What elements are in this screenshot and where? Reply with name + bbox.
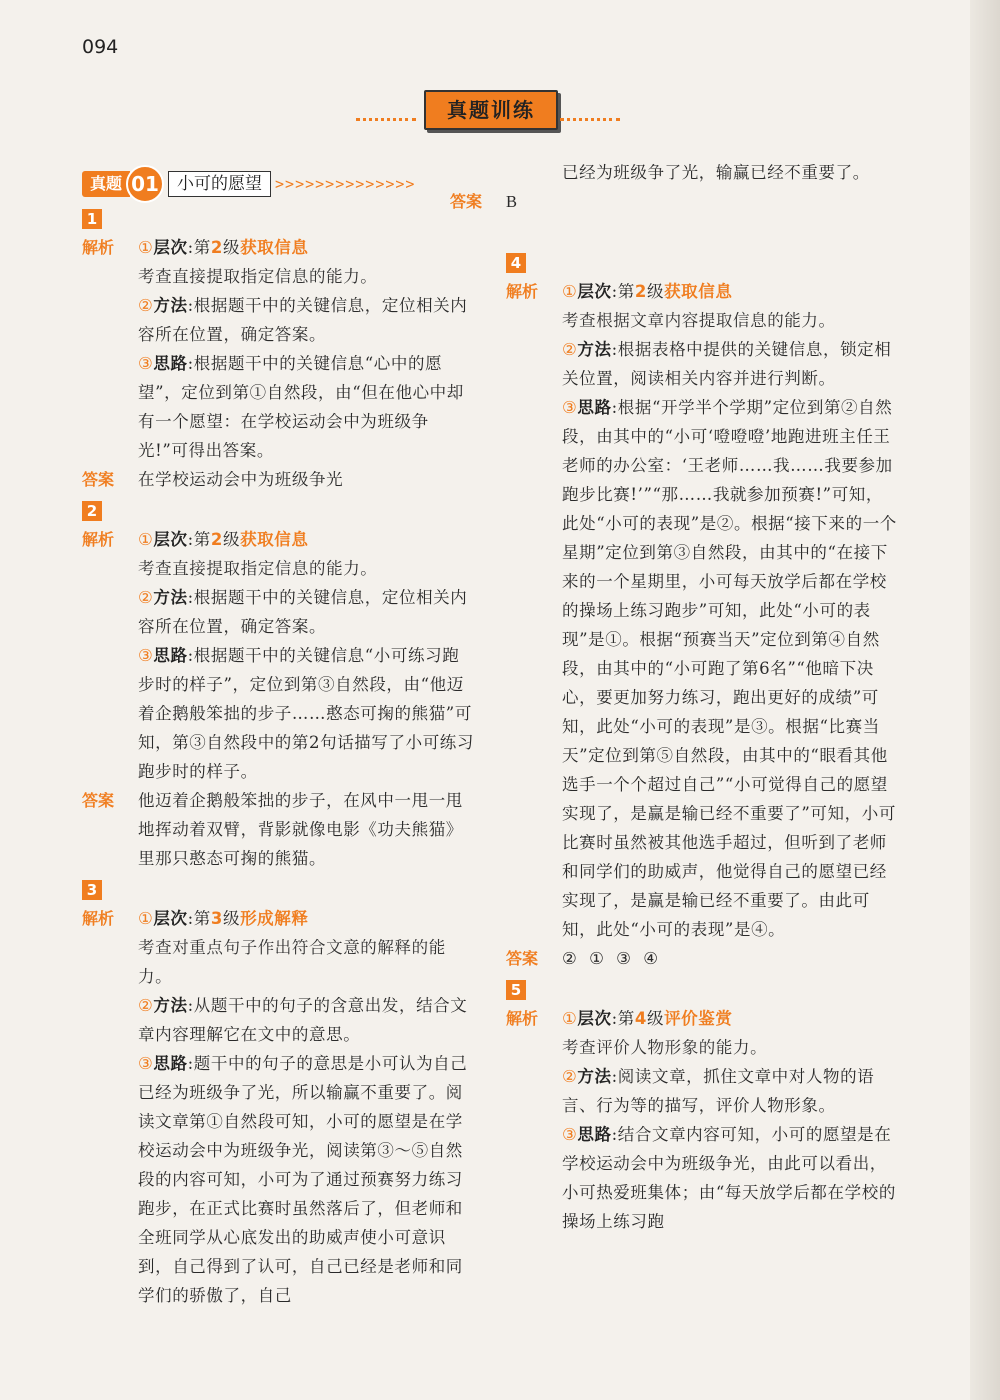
analysis-label: 解析 bbox=[506, 282, 539, 301]
zhenti-arrows: >>>>>>>>>>>>>> bbox=[275, 175, 416, 193]
step-keyword: 层次 bbox=[577, 1009, 612, 1028]
step-marker: ② bbox=[138, 296, 154, 315]
step-marker: ② bbox=[138, 996, 154, 1015]
approach-text: :根据题干中的关键信息“心中的愿望”，定位到第①自然段，由“但在他心中却有一个愿望：在学校运动会中为班级争光!”可得出答案。 bbox=[138, 354, 464, 460]
page-number: 094 bbox=[82, 36, 119, 58]
section-header bbox=[0, 88, 1000, 128]
analysis-block bbox=[506, 1004, 898, 1236]
step-keyword: 层次 bbox=[577, 282, 612, 301]
answer-text: 在学校运动会中为班级争光 bbox=[138, 470, 344, 489]
step-marker: ③ bbox=[138, 354, 154, 373]
answer-block bbox=[82, 465, 474, 494]
analysis-label: 解析 bbox=[82, 530, 115, 549]
level-type: 形成解释 bbox=[240, 909, 309, 928]
right-column-main bbox=[506, 246, 898, 1236]
section-title: 真题训练 bbox=[424, 90, 558, 130]
question-number: 1 bbox=[82, 209, 102, 229]
answer-block bbox=[450, 187, 898, 216]
level-type: 评价鉴赏 bbox=[664, 1009, 733, 1028]
step-keyword: 思路 bbox=[153, 646, 188, 665]
step-keyword: 方法 bbox=[153, 296, 188, 315]
level-type: 获取信息 bbox=[240, 238, 309, 257]
zhenti-number: 01 bbox=[126, 165, 164, 203]
approach-text: :根据“开学半个学期”定位到第②自然段，由其中的“小可‘噔噔噔’地跑进班主任王老师的办公室：‘王老师……我……我要参加跑步比赛!’”“那……我就参加预赛!”可知，此处“小可的表现”是②。根据“接下来的一个星期”定位到第③自然段，由其中的“在接下来的一个星期里，小可每天放学后都在学校的操场上练习跑步”可知，此处“小可的表现”是①。根据“预赛当天”定位到第④自然段，由其中的“小可跑了第6名”“他暗下决心，要更加努力练习，跑出更好的成绩”可知，此处“小可的表现”是③。根据“比赛当天”定位到第⑤自然段，由其中的“眼看其他选手一个个超过自己”“小可觉得自己的愿望实现了，是赢是输已经不重要了”可知，小可比赛时虽然被其他选手超过，但听到了老师和同学们的助威声，他觉得自己的愿望已经实现了，是赢是输已经不重要了。由此可知，此处“小可的表现”是④。 bbox=[562, 398, 897, 939]
step-marker: ③ bbox=[562, 1125, 578, 1144]
level-number: 3 bbox=[210, 909, 223, 928]
question-number: 2 bbox=[82, 501, 102, 521]
analysis-label: 解析 bbox=[506, 1009, 539, 1028]
method-text: :根据表格中提供的关键信息，锁定相关位置，阅读相关内容并进行判断。 bbox=[562, 340, 892, 388]
approach-text: :根据题干中的关键信息“小可练习跑步时的样子”，定位到第③自然段，由“他迈着企鹅般笨拙的步子……憨态可掬的熊猫”可知，第③自然段中的第2句话描写了小可练习跑步时的样子。 bbox=[138, 646, 474, 781]
analysis-label: 解析 bbox=[82, 909, 115, 928]
step-keyword: 方法 bbox=[577, 1067, 612, 1086]
level-suffix: 级 bbox=[646, 1009, 665, 1028]
step-marker: ① bbox=[138, 530, 154, 549]
answer-block bbox=[506, 944, 898, 973]
step-marker: ① bbox=[138, 909, 154, 928]
level-prefix: :第 bbox=[187, 238, 211, 257]
level-number: 4 bbox=[634, 1009, 647, 1028]
level-suffix: 级 bbox=[222, 238, 241, 257]
analysis-block bbox=[82, 233, 474, 465]
step-keyword: 思路 bbox=[577, 1125, 612, 1144]
answer-label: 答案 bbox=[82, 470, 115, 489]
step-marker: ① bbox=[138, 238, 154, 257]
approach-text: :题干中的句子的意思是小可认为自己已经为班级争了光，所以输赢不重要了。阅读文章第①自然段可知，小可的愿望是在学校运动会中为班级争光，阅读第③～⑤自然段的内容可知，小可为了通过预赛努力练习跑步，在正式比赛时虽然落后了，但老师和全班同学从心底发出的助威声使小可意识到，自己得到了认可，自己已经是老师和同学们的骄傲了，自己 bbox=[138, 1054, 468, 1305]
step-marker: ② bbox=[562, 1067, 578, 1086]
question-number: 4 bbox=[506, 253, 526, 273]
left-column bbox=[82, 160, 474, 1310]
analysis-block bbox=[82, 904, 474, 1310]
step-marker: ③ bbox=[562, 398, 578, 417]
step-keyword: 思路 bbox=[153, 354, 188, 373]
level-suffix: 级 bbox=[222, 530, 241, 549]
level-description: 考查直接提取指定信息的能力。 bbox=[138, 559, 378, 578]
level-description: 考查直接提取指定信息的能力。 bbox=[138, 267, 378, 286]
right-column bbox=[450, 158, 898, 216]
level-type: 获取信息 bbox=[240, 530, 309, 549]
question-number: 3 bbox=[82, 880, 102, 900]
page-edge bbox=[970, 0, 1000, 1400]
answer-text: 他迈着企鹅般笨拙的步子，在风中一甩一甩地挥动着双臂，背影就像电影《功夫熊猫》里那只憨态可掬的熊猫。 bbox=[138, 791, 463, 868]
level-description: 考查对重点句子作出符合文意的解释的能力。 bbox=[138, 938, 446, 986]
level-suffix: 级 bbox=[222, 909, 241, 928]
level-prefix: :第 bbox=[187, 530, 211, 549]
title-dots-right bbox=[560, 118, 620, 121]
step-keyword: 方法 bbox=[577, 340, 612, 359]
analysis-label: 解析 bbox=[82, 238, 115, 257]
step-keyword: 思路 bbox=[577, 398, 612, 417]
answer-label: 答案 bbox=[450, 192, 483, 211]
answer-label: 答案 bbox=[82, 791, 115, 810]
zhenti-header bbox=[82, 166, 474, 202]
step-marker: ③ bbox=[138, 646, 154, 665]
zhenti-title: 小可的愿望 bbox=[168, 171, 271, 197]
step-keyword: 方法 bbox=[153, 996, 188, 1015]
analysis-block bbox=[506, 277, 898, 944]
step-keyword: 层次 bbox=[153, 530, 188, 549]
level-description: 考查评价人物形象的能力。 bbox=[562, 1038, 768, 1057]
level-prefix: :第 bbox=[611, 282, 635, 301]
answer-label: 答案 bbox=[506, 949, 539, 968]
step-marker: ① bbox=[562, 1009, 578, 1028]
continued-text: 已经为班级争了光，输赢已经不重要了。 bbox=[562, 163, 870, 182]
method-text: :阅读文章，抓住文章中对人物的语言、行为等的描写，评价人物形象。 bbox=[562, 1067, 875, 1115]
answer-block bbox=[82, 786, 474, 873]
analysis-continuation bbox=[506, 158, 898, 187]
level-number: 2 bbox=[210, 530, 223, 549]
level-number: 2 bbox=[634, 282, 647, 301]
step-keyword: 层次 bbox=[153, 238, 188, 257]
level-type: 获取信息 bbox=[664, 282, 733, 301]
step-marker: ② bbox=[138, 588, 154, 607]
level-prefix: :第 bbox=[187, 909, 211, 928]
answer-text: B bbox=[506, 192, 518, 211]
step-marker: ① bbox=[562, 282, 578, 301]
level-description: 考查根据文章内容提取信息的能力。 bbox=[562, 311, 836, 330]
level-suffix: 级 bbox=[646, 282, 665, 301]
method-text: :根据题干中的关键信息，定位相关内容所在位置，确定答案。 bbox=[138, 296, 468, 344]
step-keyword: 方法 bbox=[153, 588, 188, 607]
title-dots-left bbox=[356, 118, 416, 121]
level-number: 2 bbox=[210, 238, 223, 257]
approach-text: :结合文章内容可知，小可的愿望是在学校运动会中为班级争光，由此可以看出，小可热爱班集体；由“每天放学后都在学校的操场上练习跑 bbox=[562, 1125, 896, 1231]
tag-spacer bbox=[506, 158, 562, 187]
step-marker: ② bbox=[562, 340, 578, 359]
zhenti-label: 真题 bbox=[82, 171, 130, 197]
level-prefix: :第 bbox=[611, 1009, 635, 1028]
answer-text: ② ① ③ ④ bbox=[562, 949, 659, 968]
step-marker: ③ bbox=[138, 1054, 154, 1073]
step-keyword: 思路 bbox=[153, 1054, 188, 1073]
analysis-block bbox=[82, 525, 474, 786]
method-text: :从题干中的句子的含意出发，结合文章内容理解它在文中的意思。 bbox=[138, 996, 468, 1044]
step-keyword: 层次 bbox=[153, 909, 188, 928]
question-number: 5 bbox=[506, 980, 526, 1000]
method-text: :根据题干中的关键信息，定位相关内容所在位置，确定答案。 bbox=[138, 588, 468, 636]
